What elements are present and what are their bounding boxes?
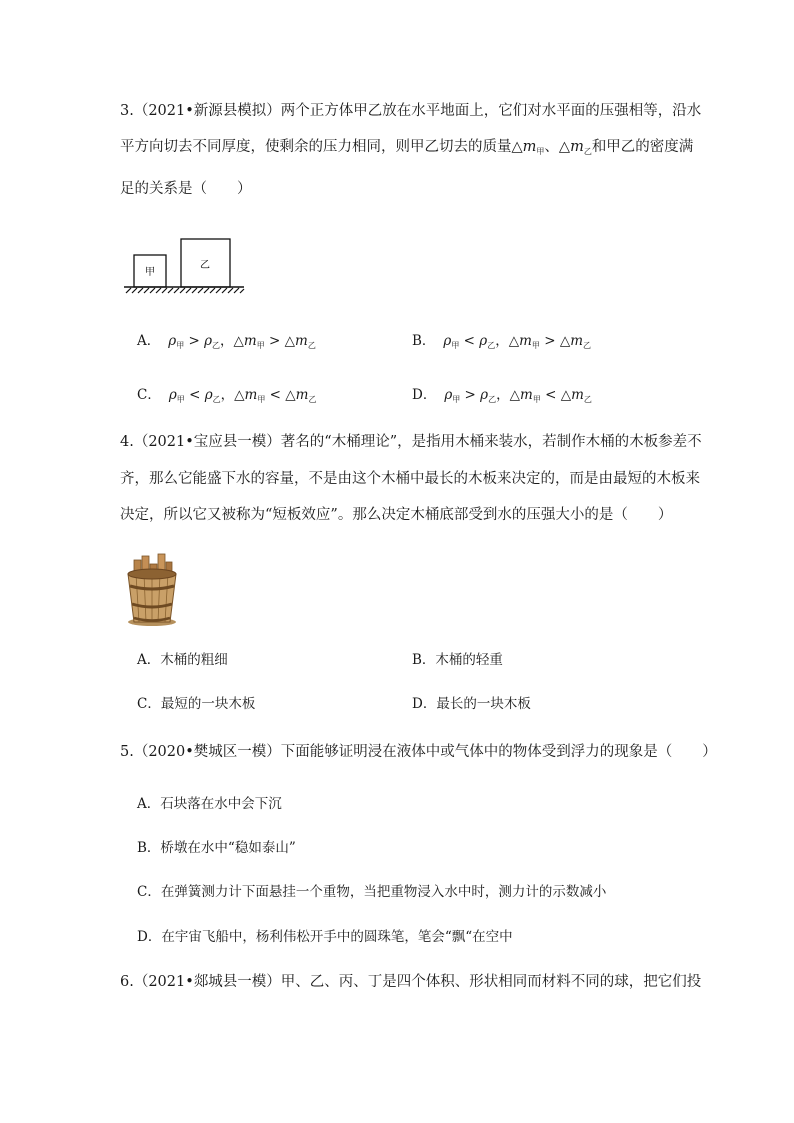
q3-line-2 [120, 137, 693, 159]
delta: △ [233, 333, 244, 349]
delta: △ [559, 333, 571, 349]
op: < [459, 333, 480, 349]
q3-option-d-letter: D． [412, 387, 437, 403]
q4-option-d[interactable]: D．最长的一块木板 [412, 696, 531, 712]
m-symbol: m [295, 333, 308, 349]
q5-line-1-text: 5.（2020•樊城区一模）下面能够证明浸在液体中或气体中的物体受到浮力的现象是（ [120, 744, 673, 760]
m-symbol: m [243, 333, 257, 349]
q3-m-symbol: m [522, 139, 537, 155]
q3-line-3-end: ） [237, 181, 252, 197]
rho-symbol: ρ [479, 333, 488, 349]
q3-option-a[interactable] [137, 331, 316, 353]
comma: ， [496, 387, 510, 403]
q3-line-3-text: 足的关系是（ [120, 181, 207, 197]
q4-line-3-end: ） [657, 507, 673, 523]
q5-option-b[interactable]: B．桥墩在水中“稳如泰山” [137, 840, 296, 856]
op: > [264, 333, 285, 349]
ground-hatch [126, 288, 244, 293]
q3-option-d[interactable] [412, 385, 592, 407]
q5-option-c[interactable]: C．在弹簧测力计下面悬挂一个重物，当把重物浸入水中时，测力计的示数减小 [137, 884, 607, 900]
q3-option-c[interactable] [137, 385, 316, 407]
q5-line-1 [120, 742, 717, 762]
sub: 甲 [531, 341, 540, 350]
rho-symbol: ρ [480, 387, 489, 403]
sub: 乙 [212, 395, 221, 404]
q3-sub-jia: 甲 [536, 147, 545, 156]
q3-sub-yi: 乙 [583, 147, 592, 156]
op: < [184, 387, 205, 403]
q5-option-a[interactable]: A．石块落在水中会下沉 [137, 796, 282, 812]
delta: △ [560, 387, 572, 403]
sub: 甲 [257, 395, 266, 404]
q4-line-1: 4.（2021•宝应县一模）著名的“木桶理论”，是指用木桶来装水，若制作木桶的木板参差不 [120, 434, 702, 450]
delta: △ [285, 387, 296, 403]
q4-option-c[interactable]: C．最短的一块木板 [137, 696, 256, 712]
m-symbol: m [519, 333, 532, 349]
sub: 乙 [308, 395, 317, 404]
sub: 乙 [488, 395, 497, 404]
q5-line-1-end: ） [702, 744, 717, 760]
q3-option-c-letter: C． [137, 387, 161, 403]
cube-yi-label: 乙 [200, 260, 210, 271]
sub: 乙 [487, 341, 496, 350]
comma: ， [495, 333, 509, 349]
q3-line-2-prefix: 平方向切去不同厚度，使剩余的压力相同，则甲乙切去的质量△ [120, 139, 523, 155]
sub: 甲 [451, 341, 460, 350]
q3-line-3 [120, 179, 252, 199]
sub: 甲 [176, 341, 185, 350]
q5-option-d[interactable]: D．在宇宙飞船中，杨利伟松开手中的圆珠笔，笔会“飘“在空中 [137, 929, 513, 945]
op: > [184, 333, 205, 349]
q3-line-1: 3.（2021•新源县模拟）两个正方体甲乙放在水平地面上，它们对水平面的压强相等，沿水 [120, 103, 702, 119]
q4-line-3 [120, 505, 672, 525]
comma: ， [220, 333, 234, 349]
sub: 乙 [307, 341, 316, 350]
sub: 甲 [452, 395, 461, 404]
q4-line-2: 齐，那么它能盛下水的容量，不是由这个木桶中最长的木板来决定的，而是由最短的木板来 [120, 471, 700, 487]
sub: 乙 [212, 341, 221, 350]
rho-symbol: ρ [168, 387, 177, 403]
sub: 乙 [583, 395, 592, 404]
delta: △ [234, 387, 245, 403]
wooden-bucket-image [120, 552, 184, 628]
m-symbol: m [571, 387, 584, 403]
q3-sep: 、△ [544, 139, 571, 155]
q3-option-b[interactable] [412, 331, 591, 353]
q6-line-1: 6.（2021•郯城县一模）甲、乙、丙、丁是四个体积、形状相同而材料不同的球，把它们投 [120, 974, 702, 990]
rho-symbol: ρ [444, 387, 453, 403]
op: > [460, 387, 481, 403]
m-symbol: m [570, 333, 584, 349]
delta: △ [509, 387, 520, 403]
rho-symbol: ρ [168, 333, 177, 349]
op: < [265, 387, 286, 403]
m-symbol: m [520, 387, 533, 403]
cube-jia-label: 甲 [145, 267, 155, 278]
q3-option-b-letter: B． [412, 333, 436, 349]
m-symbol: m [244, 387, 258, 403]
q3-line-2-suffix: 和甲乙的密度满 [591, 139, 694, 155]
m-symbol: m [295, 387, 309, 403]
q3-option-a-letter: A． [137, 333, 161, 349]
sub: 乙 [583, 341, 592, 350]
comma: ， [220, 387, 235, 403]
q4-option-a[interactable]: A．木桶的粗细 [137, 652, 228, 668]
q3-m-symbol-2: m [570, 139, 584, 155]
q4-line-3-text: 决定，所以它又被称为“短板效应”。那么决定木桶底部受到水的压强大小的是（ [120, 507, 628, 523]
rho-symbol: ρ [204, 387, 213, 403]
op: > [539, 333, 560, 349]
rho-symbol: ρ [443, 333, 452, 349]
rho-symbol: ρ [204, 333, 213, 349]
delta: △ [508, 333, 520, 349]
sub: 甲 [176, 395, 185, 404]
q4-option-b[interactable]: B．木桶的轻重 [412, 652, 503, 668]
sub: 甲 [532, 395, 541, 404]
delta: △ [284, 333, 296, 349]
q3-cubes-figure [122, 236, 246, 296]
op: < [540, 387, 561, 403]
sub: 甲 [256, 341, 265, 350]
